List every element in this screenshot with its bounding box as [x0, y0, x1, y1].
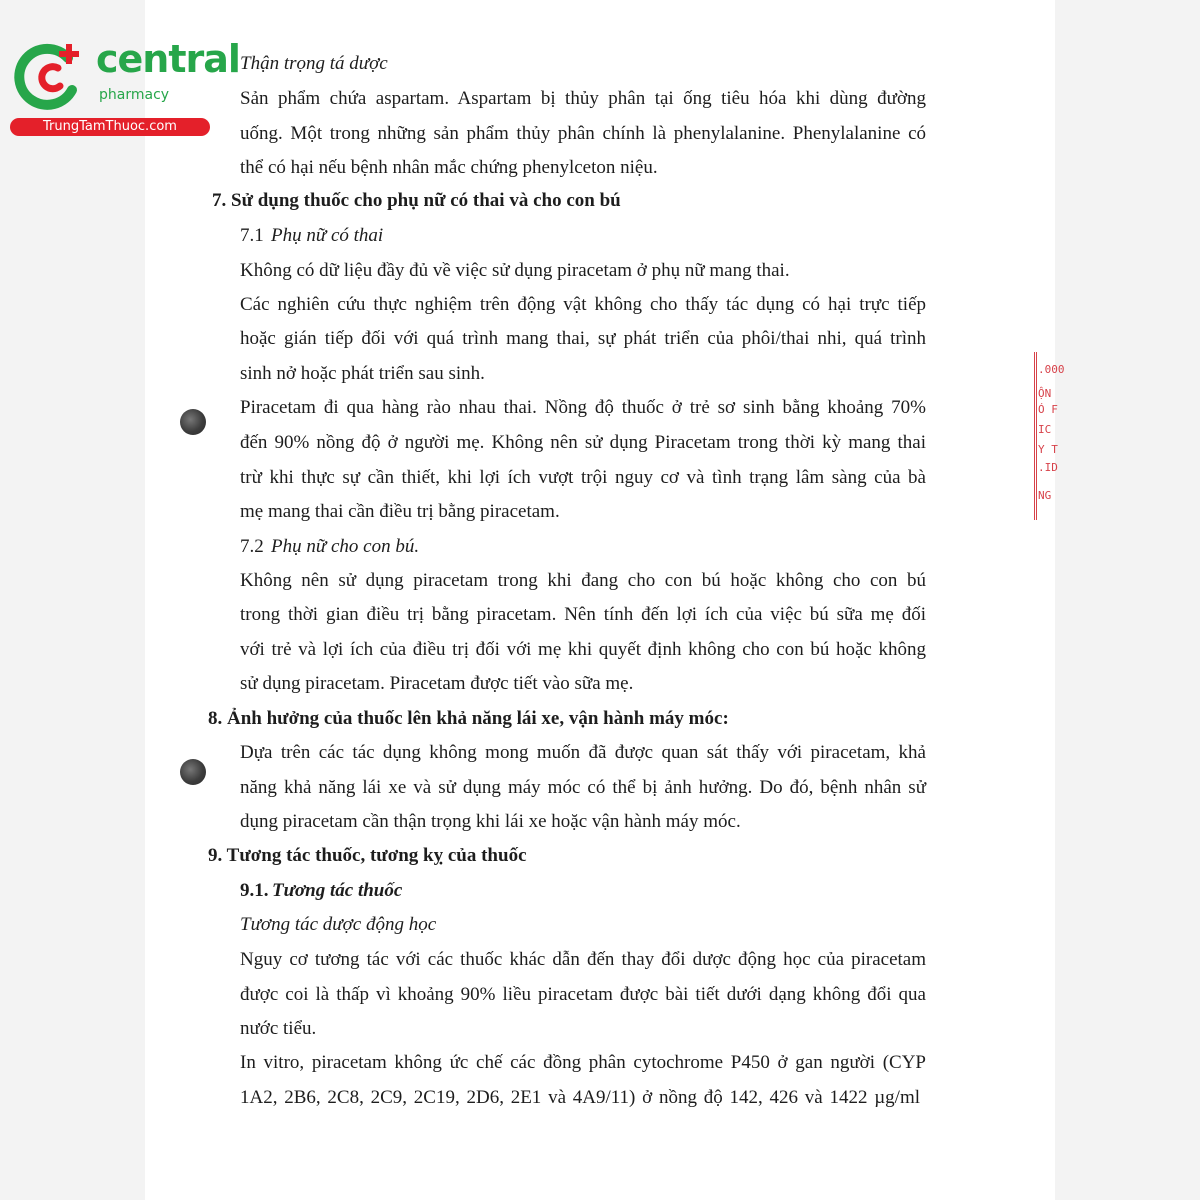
- body-line: thể có hại nếu bệnh nhân mắc chứng phenylceton niệu.: [240, 157, 658, 178]
- section-heading: 7. Sử dụng thuốc cho phụ nữ có thai và cho con bú: [212, 190, 621, 211]
- section-heading: 8. Ảnh hưởng của thuốc lên khả năng lái xe, vận hành máy móc:: [208, 708, 729, 729]
- subsection-number: 7.2: [240, 536, 264, 557]
- body-line: Sản phẩm chứa aspartam. Aspartam bị thủy phân tại ống tiêu hóa khi dùng đường: [240, 88, 926, 109]
- body-line: đến 90% nồng độ ở người mẹ. Không nên sử dụng Piracetam trong thời kỳ mang thai: [240, 432, 926, 453]
- stamp-text: .000: [1038, 363, 1065, 376]
- stamp-text: IC: [1038, 423, 1052, 436]
- body-line: hoặc gián tiếp đối với quá trình mang thai, sự phát triển của phôi/thai nhi, quá trình: [240, 328, 926, 349]
- body-line: Dựa trên các tác dụng không mong muốn đã được quan sát thấy với piracetam, khả: [240, 742, 926, 763]
- body-line: Các nghiên cứu thực nghiệm trên động vật không cho thấy tác dụng có hại trực tiếp: [240, 294, 926, 315]
- body-line: dụng piracetam cần thận trọng khi lái xe hoặc vận hành máy móc.: [240, 811, 741, 832]
- body-line: Không nên sử dụng piracetam trong khi đang cho con bú hoặc không cho con bú: [240, 570, 926, 591]
- body-line: Không có dữ liệu đầy đủ về việc sử dụng piracetam ở phụ nữ mang thai.: [240, 260, 790, 281]
- stamp-text: NG: [1038, 489, 1052, 502]
- subsection-number: 7.1: [240, 225, 264, 246]
- body-line: sử dụng piracetam. Piracetam được tiết vào sữa mẹ.: [240, 673, 634, 694]
- pharmacy-cross-icon: [10, 38, 88, 116]
- body-line: trừ khi thực sự cần thiết, khi lợi ích vượt trội nguy cơ và tình trạng lâm sàng của bà: [240, 467, 926, 488]
- body-line: Nguy cơ tương tác với các thuốc khác dẫn đến thay đổi dược động học của piracetam: [240, 949, 926, 970]
- subsection-number: 9.1.: [240, 880, 269, 901]
- stamp-text: Ó F: [1038, 403, 1058, 416]
- stamp-text: ỘN: [1038, 387, 1052, 400]
- punch-hole: [180, 759, 206, 785]
- red-stamp-fragment: [1034, 352, 1065, 522]
- body-line: trong thời gian điều trị bằng piracetam. Nên tính đến lợi ích của việc bú sữa mẹ đối: [240, 604, 926, 625]
- body-line: năng khả năng lái xe và sử dụng máy móc có thể bị ảnh hưởng. Do đó, bệnh nhân sử: [240, 777, 926, 798]
- body-line: uống. Một trong những sản phẩm thủy phân chính là phenylalanine. Phenylalanine có: [240, 123, 926, 144]
- stamp-text: Y T: [1038, 443, 1058, 456]
- logo-wordmark: central: [96, 37, 240, 81]
- body-line: sinh nở hoặc phát triển sau sinh.: [240, 363, 485, 384]
- body-line: được coi là thấp vì khoảng 90% liều piracetam được bài tiết dưới dạng không đổi qua: [240, 984, 926, 1005]
- body-line: In vitro, piracetam không ức chế các đồng phân cytochrome P450 ở gan người (CYP: [240, 1052, 926, 1073]
- body-line: Piracetam đi qua hàng rào nhau thai. Nồng độ thuốc ở trẻ sơ sinh bằng khoảng 70%: [240, 397, 926, 418]
- subsection-title: Phụ nữ có thai: [271, 225, 384, 246]
- stamp-text: .ID: [1038, 461, 1058, 474]
- body-line: 1A2, 2B6, 2C8, 2C9, 2C19, 2D6, 2E1 và 4A9/11) ở nồng độ 142, 426 và 1422 µg/ml: [240, 1087, 920, 1108]
- subsection-title: Tương tác thuốc: [272, 880, 403, 901]
- topic-heading: Tương tác dược động học: [240, 914, 437, 935]
- body-line: nước tiểu.: [240, 1018, 317, 1039]
- body-line: mẹ mang thai cần điều trị bằng piracetam.: [240, 501, 560, 522]
- logo-subtitle: pharmacy: [99, 87, 170, 103]
- section-heading: 9. Tương tác thuốc, tương kỵ của thuốc: [208, 845, 527, 866]
- subsection-title: Phụ nữ cho con bú.: [271, 536, 420, 557]
- body-line: với trẻ và lợi ích của điều trị đối với mẹ khi quyết định không cho con bú hoặc không: [240, 639, 926, 660]
- logo-url[interactable]: TrungTamThuoc.com: [43, 119, 177, 134]
- central-pharmacy-logo[interactable]: [10, 37, 240, 138]
- excipient-heading: Thận trọng tá dược: [240, 53, 388, 74]
- punch-hole: [180, 409, 206, 435]
